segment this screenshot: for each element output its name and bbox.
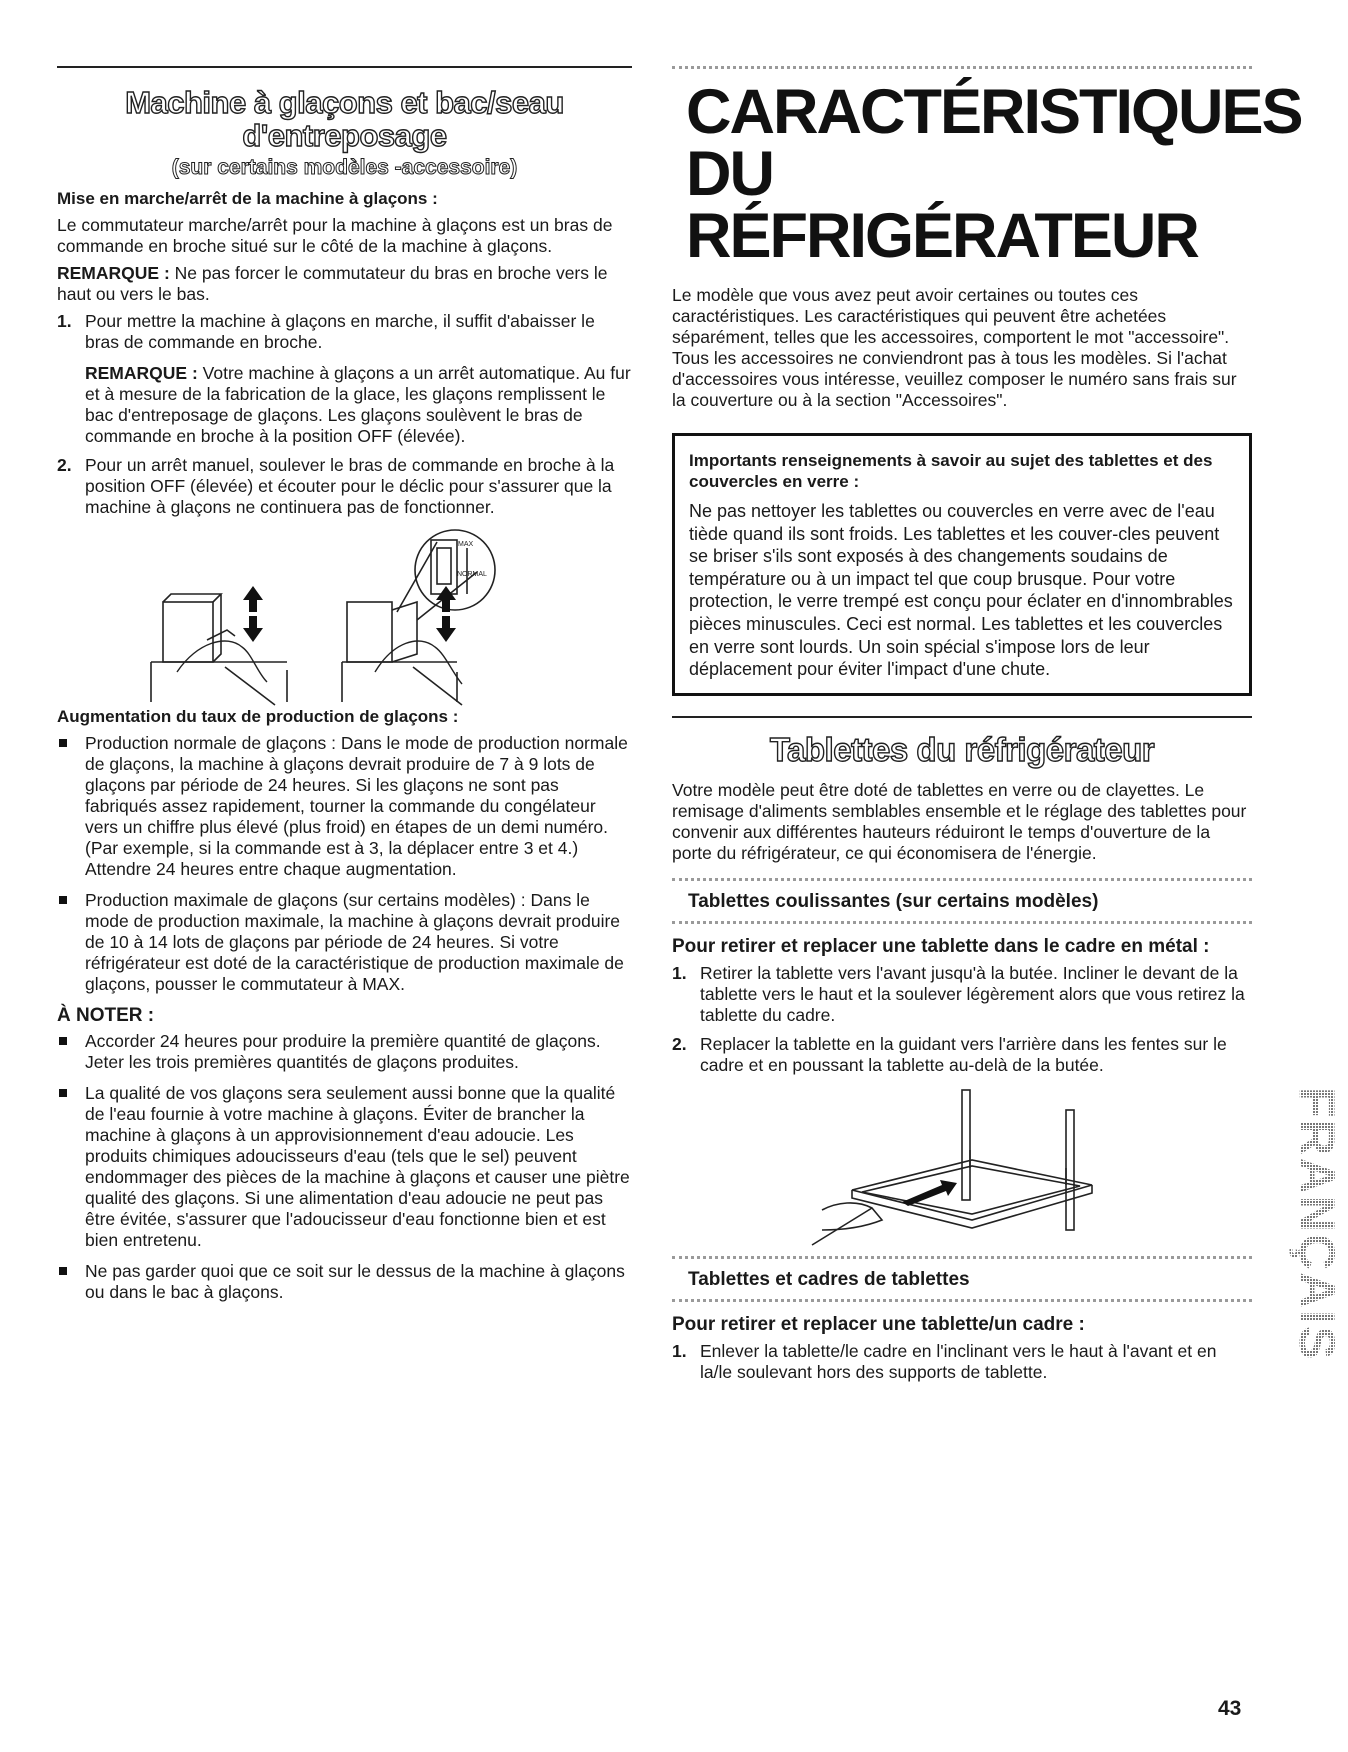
warning-text: Ne pas nettoyer les tablettes ou couvercles en verre avec de l'eau tiède quand ils sont froids. Les tablettes et les couver-cles peuvent se briser s'ils sont exposés à des changements soudains de température ou à un impact tel que coup brusque. Pour votre protection, le verre trempé est conçu pour éclater en d'innombrables pièces minuscules. Ceci est normal. Les tablettes et les couvercles en verre sont lourds. Un soin spécial s'impose lors de leur déplacement pour éviter l'impact d'une chute. [689,501,1233,680]
item-text: La qualité de vos glaçons sera seulement aussi bonne que la qualité de l'eau fournie à votre machine à glaçons. Éviter de brancher la machine à glaçons à un approvisionnement d'eau adoucie. Les produits chimiques adoucisseurs d'eau (tels que le sel) peuvent endommager des pièces de la machine à glaçons et causer une piètre qualité des glaçons. Si une alimentation d'eau adoucie ne peut pas être évitée, s'assurer que l'adoucisseur d'eau fonctionne bien et est bien entretenu. [85,1083,630,1250]
noter-item-2 [57,1083,632,1251]
warning-heading: Importants renseignements à savoir au sujet des tablettes et des couvercles en verre : [689,451,1213,491]
section-title-line1: Machine à glaçons et bac/seau [125,85,564,120]
remark-label: REMARQUE : [57,263,170,283]
section-subtitle: (sur certains modèles -accessoire) [171,156,518,179]
subsection-shelves-frames: Tablettes et cadres de tablettes [688,1268,970,1290]
bullet-square-icon [59,739,67,747]
step-text: Retirer la tablette vers l'avant jusqu'à la butée. Incliner le devant de la tablette vers le haut et la soulever légèrement alors que vous retirez la tablette du cadre. [700,962,1245,1025]
page-number: 43 [1218,1697,1242,1720]
section-title-line2: d'entreposage [242,118,447,153]
ice-maker-left-shape [163,602,213,662]
step-number: 2. [57,455,72,475]
onoff-remark [57,263,632,305]
sliding-shelf-illustration [672,1080,1252,1250]
side-language-label [1266,1087,1345,1602]
step-text: Enlever la tablette/le cadre en l'inclinant vers le haut à l'avant et en la/le soulevant hors des supports de tablette. [700,1340,1217,1382]
step-number: 1. [672,962,687,983]
item-text: Accorder 24 heures pour produire la première quantité de glaçons. Jeter les trois premières quantités de glaçons produites. [85,1031,601,1072]
fig-max-label: MAX [458,541,474,548]
pull-arrow-icon [902,1180,957,1206]
metal-frame-heading: Pour retirer et replacer une tablette dans le cadre en métal : [672,935,1210,957]
remark-text: Ne pas forcer le commutateur du bras en broche vers le haut ou vers le bas. [57,263,608,304]
subsection-sliding-shelves: Tablettes coulissantes (sur certains modèles) [688,890,1099,912]
ice-maker-illustration [57,522,632,702]
bullet-square-icon [59,1267,67,1275]
sliding-step-1 [672,963,1252,1026]
frame-step-1 [672,1341,1252,1383]
production-item-max [57,890,632,995]
step-text: Replacer la tablette en la guidant vers l'arrière dans les fentes sur le cadre et en poussant la tablette au-delà de la butée. [700,1033,1227,1075]
shelves-title: Tablettes du réfrigérateur [769,730,1155,768]
item-text: Ne pas garder quoi que ce soit sur le dessus de la machine à glaçons ou dans le bac à glaçons. [85,1261,625,1302]
onoff-step-2 [57,455,632,518]
step-remark [85,363,632,447]
remark-label: REMARQUE : [85,363,198,383]
sliding-step-2 [672,1034,1252,1076]
onoff-paragraph: Le commutateur marche/arrêt pour la machine à glaçons est un bras de commande en broche situé sur le côté de la machine à glaçons. [57,215,613,256]
side-label-text: FRANÇAIS [1289,1087,1345,1362]
remark-text: Votre machine à glaçons a un arrêt automatique. Au fur et à mesure de la fabrication de la glace, les glaçons remplissent le bac d'entreposage de glaçons. Les glaçons soulèvent le bras de commande en broche à la position OFF (élevée). [85,363,631,446]
onoff-step-1 [57,311,632,447]
production-heading: Augmentation du taux de production de glaçons : [57,707,459,726]
bullet-square-icon [59,1037,67,1045]
frame-heading: Pour retirer et replacer une tablette/un cadre : [672,1313,1085,1335]
step-text: Pour un arrêt manuel, soulever le bras de commande en broche à la position OFF (élevée) et écouter pour le déclic pour s'assurer que la machine à glaçons ne continuera pas de fonctionner. [85,455,615,517]
page-title-line2: DU RÉFRIGÉRATEUR [686,139,1198,271]
step-number: 1. [57,311,72,331]
noter-item-3 [57,1261,632,1303]
step-number: 1. [672,1340,687,1361]
noter-item-1 [57,1031,632,1073]
step-number: 2. [672,1033,687,1054]
right-column [672,66,1302,1383]
features-intro: Le modèle que vous avez peut avoir certaines ou toutes ces caractéristiques. Les caractéristiques qui peuvent être achetées séparément, telles que les accessoires, comportent le mot "accessoire". Tous les accessoires ne conviendront pas à tous les modèles. Si l'achat d'accessoires vous intéresse, veuillez composer le numéro sans frais sur la couverture ou à la section "Accessoires". [672,285,1237,410]
bullet-square-icon [59,1089,67,1097]
production-item-normal [57,733,632,880]
page-title-line1: CARACTÉRISTIQUES [686,77,1302,147]
glass-warning-box [672,433,1252,696]
noter-heading: À NOTER : [57,1005,155,1026]
step-text: Pour mettre la machine à glaçons en marche, il suffit d'abaisser le bras de commande en broche. [85,311,595,352]
fig-normal-label: NORMAL [457,571,487,578]
bullet-square-icon [59,896,67,904]
shelves-intro: Votre modèle peut être doté de tablettes en verre ou de clayettes. Le remisage d'aliments semblables ensemble et le réglage des tablettes pour convenir aux différentes hauteurs réduiront le temps d'ouverture de la porte du réfrigérateur, ce qui économisera de l'énergie. [672,779,1247,863]
left-column [57,66,632,1303]
onoff-heading: Mise en marche/arrêt de la machine à glaçons : [57,189,438,208]
item-text: Production maximale de glaçons (sur certains modèles) : Dans le mode de production maximale, la machine à glaçons devrait produire de 10 à 14 lots de glaçons par période de 24 heures. Si votre réfrigérateur est doté de la caractéristique de production maximale de glaçons, pousser le commutateur à MAX. [85,890,624,994]
item-text: Production normale de glaçons : Dans le mode de production normale de glaçons, la machine à glaçons devrait produire de 7 à 9 lots de glaçons par période de 24 heures. Si les glaçons ne sont pas fabriqués assez rapidement, tourner la commande du congélateur vers un chiffre plus élevé (plus froid) en étapes de un demi numéro. (Par exemple, si la commande est à 3, la déplacer entre 3 et 4.) Attendre 24 heures entre chaque augmentation. [85,733,628,879]
